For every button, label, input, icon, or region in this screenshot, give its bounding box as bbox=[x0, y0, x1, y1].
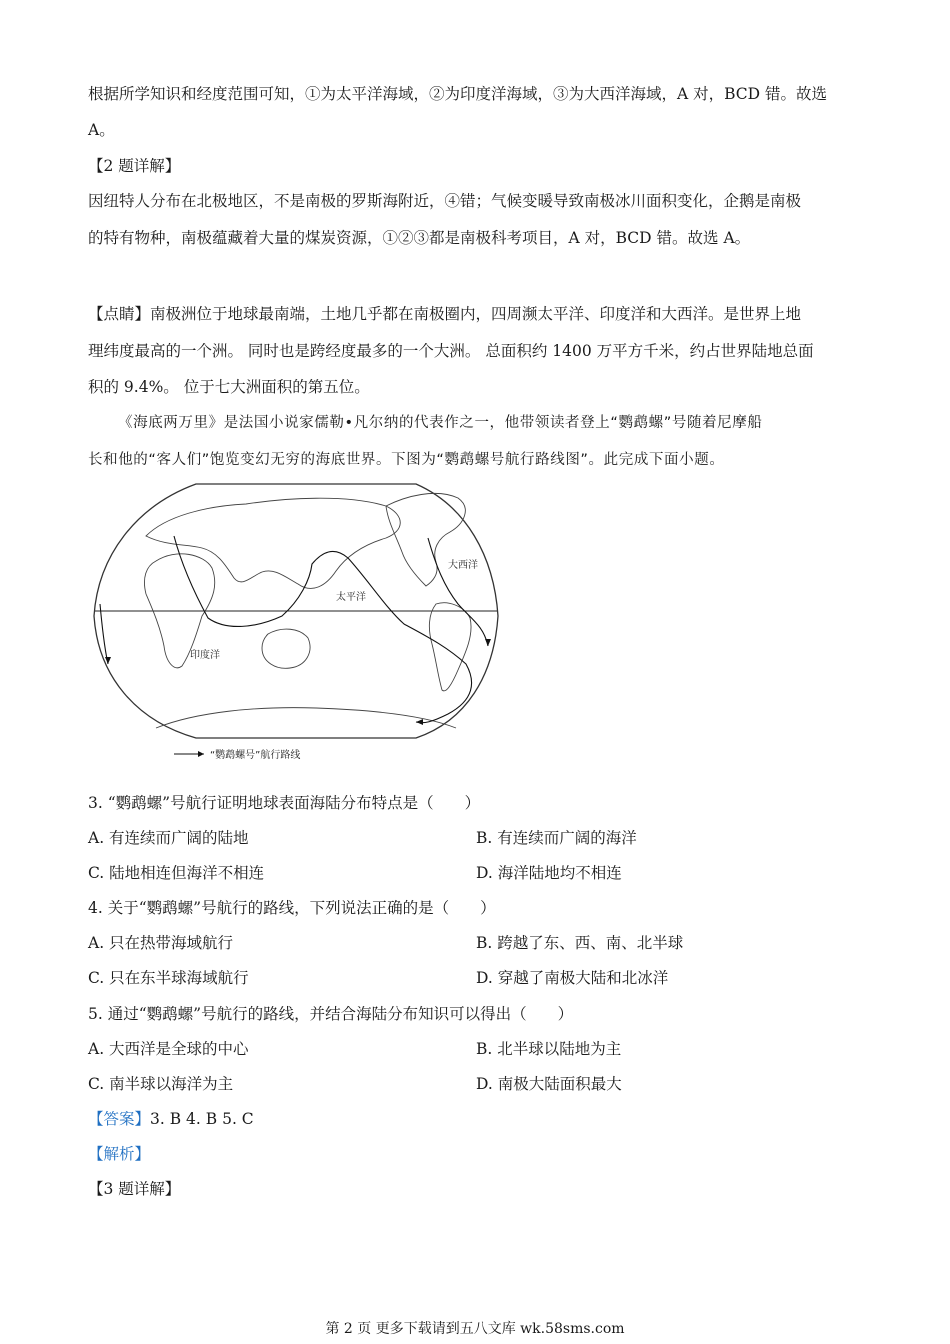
option-b: B. 有连续而广阔的海洋 bbox=[476, 829, 637, 847]
question-stem: 3. “鹦鹉螺”号航行证明地球表面海陆分布特点是（ ） bbox=[88, 794, 481, 812]
analysis-label: 【解析】 bbox=[88, 1145, 151, 1163]
option-a: A. 只在热带海域航行 bbox=[88, 934, 234, 952]
pacific-label: 太平洋 bbox=[336, 592, 366, 603]
intro-line: 《海底两万里》是法国小说家儒勒•凡尔纳的代表作之一，他带领读者登上“鹦鹉螺”号随着尼摩船 bbox=[118, 415, 763, 431]
indian-label: 印度洋 bbox=[190, 650, 220, 661]
option-c: C. 只在东半球海域航行 bbox=[88, 969, 249, 987]
option-a: A. 大西洋是全球的中心 bbox=[88, 1040, 249, 1058]
answer-values: 3. B 4. B 5. C bbox=[150, 1110, 254, 1128]
option-d: D. 南极大陆面积最大 bbox=[476, 1075, 622, 1093]
tip-line: 理纬度最高的一个洲。 同时也是跨经度最多的一个大洲。 总面积约 1400 万平方千米，约占世界陆地总面 bbox=[88, 342, 814, 360]
q2-text-line: 的特有物种，南极蕴藏着大量的煤炭资源，①②③都是南极科考项目，A 对，BCD 错。故选 A。 bbox=[88, 229, 751, 247]
answer-label: 【答案】 bbox=[88, 1110, 151, 1128]
legend-arrow bbox=[198, 751, 204, 757]
q3-heading: 【3 题详解】 bbox=[88, 1180, 181, 1198]
answer-row bbox=[88, 1107, 254, 1129]
option-a: A. 有连续而广阔的陆地 bbox=[88, 829, 249, 847]
option-b: B. 北半球以陆地为主 bbox=[476, 1040, 622, 1058]
question-stem: 4. 关于“鹦鹉螺”号航行的路线，下列说法正确的是（ ） bbox=[88, 899, 496, 917]
tip-line: 积的 9.4%。 位于七大洲面积的第五位。 bbox=[88, 378, 370, 396]
option-c: C. 南半球以海洋为主 bbox=[88, 1075, 234, 1093]
question-stem: 5. 通过“鹦鹉螺”号航行的路线，并结合海陆分布知识可以得出（ ） bbox=[88, 1005, 574, 1023]
intro-line: 长和他的“客人们”饱览变幻无穷的海底世界。下图为“鹦鹉螺号航行路线图”。此完成下面小题。 bbox=[88, 452, 725, 468]
nautilus-route-map bbox=[86, 476, 506, 762]
answer-text-line: 根据所学知识和经度范围可知，①为太平洋海域，②为印度洋海域，③为大西洋海域，A 对，BCD 错。故选 bbox=[88, 85, 828, 103]
legend-label: “鹦鹉螺号”航行路线 bbox=[210, 750, 301, 761]
q2-text-line: 因纽特人分布在北极地区，不是南极的罗斯海附近，④错；气候变暖导致南极冰川面积变化，企鹅是南极 bbox=[88, 192, 802, 210]
tip-line: 【点睛】南极洲位于地球最南端，土地几乎都在南极圈内，四周濒太平洋、印度洋和大西洋。是世界上地 bbox=[88, 305, 802, 323]
q2-heading: 【2 题详解】 bbox=[88, 157, 181, 175]
atlantic-label: 大西洋 bbox=[448, 560, 478, 571]
option-b: B. 跨越了东、西、南、北半球 bbox=[476, 934, 684, 952]
answer-text-line: A。 bbox=[88, 121, 115, 139]
option-c: C. 陆地相连但海洋不相连 bbox=[88, 864, 265, 882]
option-d: D. 海洋陆地均不相连 bbox=[476, 864, 622, 882]
option-d: D. 穿越了南极大陆和北冰洋 bbox=[476, 969, 669, 987]
page-footer: 第 2 页 更多下载请到五八文库 wk.58sms.com bbox=[325, 1321, 625, 1337]
